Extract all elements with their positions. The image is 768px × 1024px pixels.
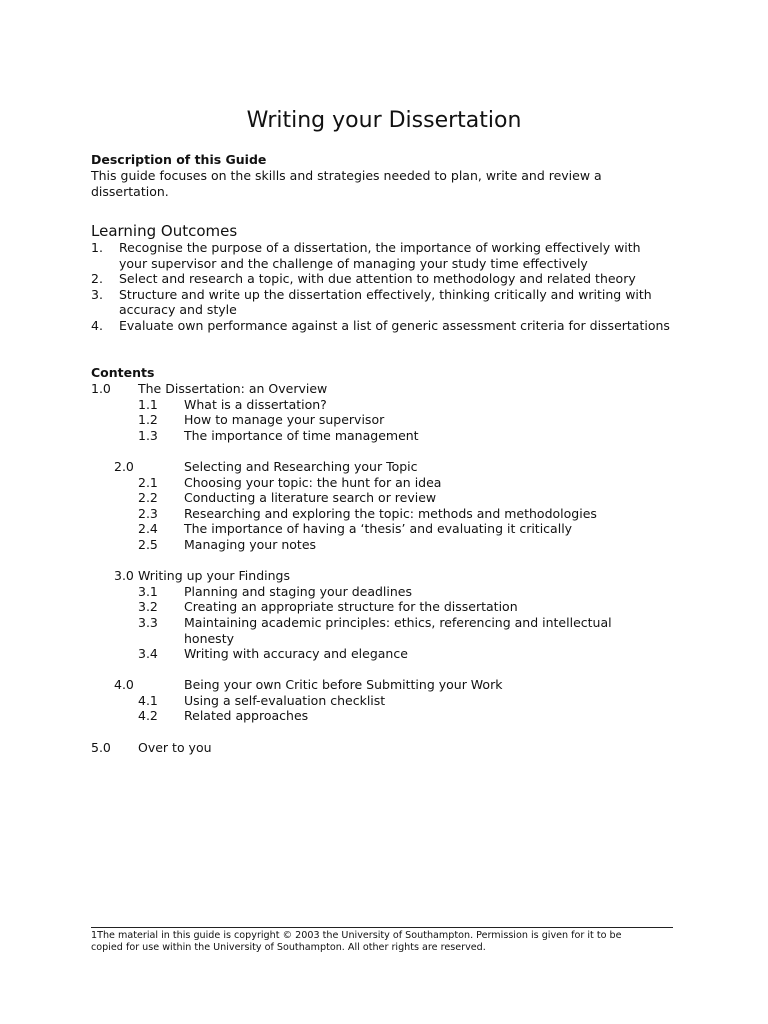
toc-section-4: 4.0 Being your own Critic before Submitting your Work bbox=[114, 677, 503, 693]
toc-section-2: 2.0 Selecting and Researching your Topic bbox=[114, 458, 418, 474]
footnote bbox=[91, 930, 691, 955]
list-item: 1. Recognise the purpose of a dissertation, the importance of working effectively with your supervisor and the challenge of managing your study time effectively bbox=[91, 240, 641, 271]
toc-item: 2.4 The importance of having a ‘thesis’ and evaluating it critically bbox=[138, 521, 573, 537]
learning-outcomes-list bbox=[91, 240, 671, 334]
toc-item: 2.1 Choosing your topic: the hunt for an idea bbox=[138, 474, 442, 490]
toc-section-5: 5.0 Over to you bbox=[91, 739, 212, 755]
toc-item: 2.3 Researching and exploring the topic: methods and methodologies bbox=[138, 505, 597, 521]
learning-outcomes-heading: Learning Outcomes bbox=[91, 222, 238, 240]
toc-item: 1.3 The importance of time management bbox=[138, 427, 419, 443]
document-title: Writing your Dissertation bbox=[246, 108, 522, 133]
contents-heading: Contents bbox=[91, 365, 155, 380]
list-item: 3. Structure and write up the dissertation effectively, thinking critically and writing with accuracy and style bbox=[91, 286, 652, 318]
list-item: 4. Evaluate own performance against a list of generic assessment criteria for dissertations bbox=[91, 317, 670, 333]
footnote-line-1: 1The material in this guide is copyright © 2003 the University of Southampton. Permission is given for it to be bbox=[91, 930, 622, 941]
toc-item: 3.4 Writing with accuracy and elegance bbox=[138, 646, 408, 662]
toc-item: 1.1 What is a dissertation? bbox=[138, 396, 327, 412]
table-of-contents bbox=[91, 381, 691, 755]
toc-item: 4.1 Using a self-evaluation checklist bbox=[138, 692, 386, 708]
toc-item: 2.5 Managing your notes bbox=[138, 536, 317, 552]
description-heading: Description of this Guide bbox=[91, 152, 267, 167]
toc-item: 3.3 Maintaining academic principles: ethics, referencing and intellectual honesty bbox=[138, 614, 612, 646]
description-text: This guide focuses on the skills and strategies needed to plan, write and review a dissertation. bbox=[91, 168, 602, 199]
toc-item: 1.2 How to manage your supervisor bbox=[138, 412, 385, 428]
list-item: 2. Select and research a topic, with due attention to methodology and related theory bbox=[91, 271, 636, 287]
toc-item: 4.2 Related approaches bbox=[138, 708, 309, 724]
toc-item: 2.2 Conducting a literature search or review bbox=[138, 490, 437, 506]
toc-section-1: 1.0 The Dissertation: an Overview bbox=[91, 381, 328, 396]
toc-item: 3.2 Creating an appropriate structure for the dissertation bbox=[138, 599, 518, 615]
toc-item: 3.1 Planning and staging your deadlines bbox=[138, 583, 412, 599]
toc-section-3: 3.0 Writing up your Findings bbox=[114, 568, 290, 584]
footnote-line-2: copied for use within the University of Southampton. All other rights are reserved. bbox=[91, 942, 486, 954]
footnote-divider bbox=[91, 927, 673, 928]
